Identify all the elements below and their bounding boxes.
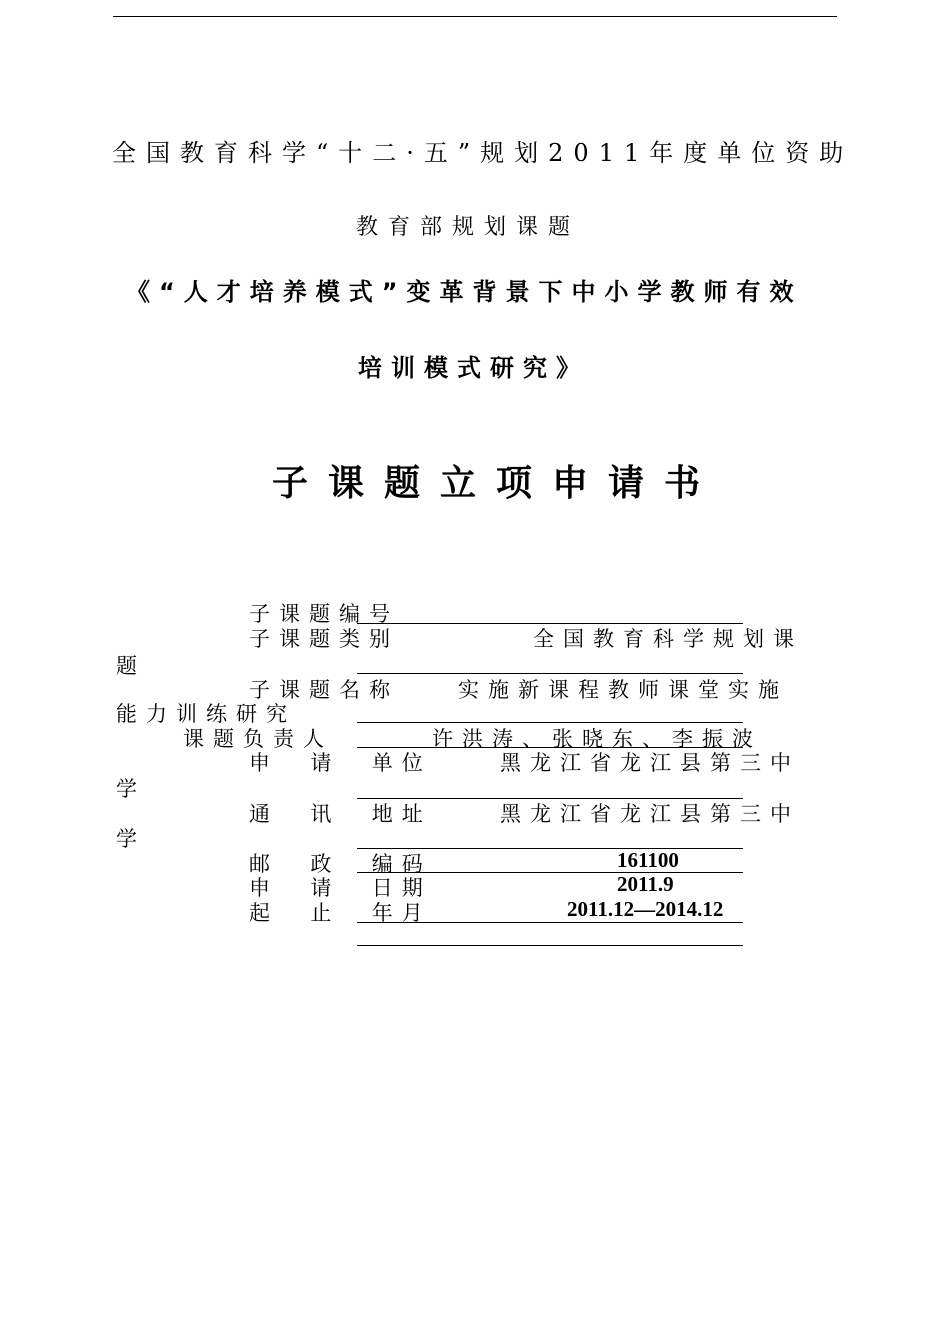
field-label-applicant-unit: 申 请 单位 [249,751,432,775]
field-value-subproject-name: 实施新课程教师课堂实施 [458,678,788,702]
field-value-start-end-dates: 2011.12—2014.12 [567,897,724,921]
field-value-wrap: 学 [116,827,146,851]
field-label-start-end-dates: 起 止 年月 [249,901,432,925]
field-value-wrap: 能力训练研究 [116,702,296,726]
field-value-wrap: 学 [116,777,146,801]
field-label-postal-code: 邮 政 编码 [249,852,432,876]
field-value-wrap: 题 [116,654,146,678]
field-value-project-leader: 许洪涛、张晓东、李振波 [432,727,762,751]
field-value-application-date: 2011.9 [617,872,674,896]
field-label-project-leader: 课题负责人 [183,727,333,751]
field-label-mailing-address: 通 讯 地址 [249,802,432,826]
project-title-line-2: 培训模式研究》 [358,354,589,382]
project-title-line-1: 《“人才培养模式”变革背景下中小学教师有效 [126,278,803,306]
field-label-application-date: 申 请 日期 [249,876,432,900]
program-line: 全国教育科学“十二·五”规划2011年度单位资助 [112,139,854,167]
header-rule [113,16,837,17]
field-underline [357,945,743,946]
field-label-subproject-category: 子课题类别 [249,627,399,651]
field-label-subproject-name: 子课题名称 [249,678,399,702]
document-title: 子课题立项申请书 [272,463,721,504]
category-line: 教育部规划课题 [356,215,581,240]
field-value-mailing-address: 黑龙江省龙江县第三中 [500,802,800,826]
field-value-postal-code: 161100 [617,848,679,872]
field-value-subproject-category: 全国教育科学规划课 [533,627,803,651]
field-label-subproject-number: 子课题编号 [249,602,399,626]
field-value-applicant-unit: 黑龙江省龙江县第三中 [500,751,800,775]
